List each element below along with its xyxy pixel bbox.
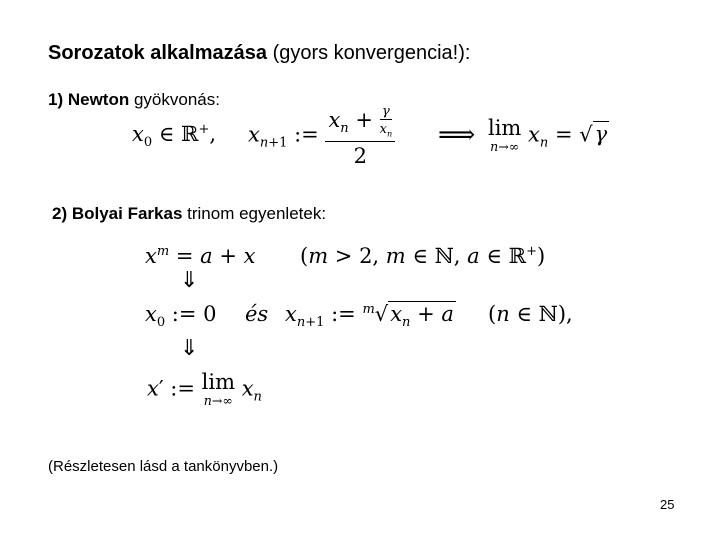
section2-rest: trinom egyenletek: xyxy=(187,204,327,223)
newton-x0-expression: $x_0$ ∈ ℝ+, xyxy=(132,122,217,151)
title-bold: Sorozatok alkalmazása xyxy=(48,42,267,64)
section1-bold: 1) Newton xyxy=(48,90,130,109)
trinom-equation: $x^m = a + x$ xyxy=(145,244,256,268)
trinom-conditions: (m > 2, m ∈ ℕ, a ∈ ℝ+) xyxy=(300,244,546,268)
bolyai-recurrence-formula: $x_{n+1}$ := $^m√x_n + a$ xyxy=(285,302,454,331)
newton-recurrence-formula: $x_{n+1}$ := $x_n$ + $\frac{\gamma}{x_n}$ 2 xyxy=(248,104,395,168)
down-arrow-icon: ⇓ xyxy=(180,336,199,361)
section1-rest: gyökvonás: xyxy=(133,90,220,109)
n-natural-condition: (n ∈ ℕ), xyxy=(488,302,573,326)
section-newton-heading xyxy=(48,90,220,110)
initial-value-formula: $x_0$ := 0 xyxy=(145,302,217,331)
title-rest: (gyors konvergencia!): xyxy=(272,42,471,64)
section2-bold: 2) Bolyai Farkas xyxy=(52,204,183,223)
slide-title xyxy=(48,42,470,65)
page-number: 25 xyxy=(660,497,675,512)
down-arrow-icon: ⇓ xyxy=(180,268,199,293)
textbook-note: (Részletesen lásd a tankönyvben.) xyxy=(48,458,279,475)
bolyai-limit-formula: x′ := lim n→∞ $x_n$ xyxy=(147,370,262,408)
es-word: és xyxy=(245,302,269,326)
section-bolyai-heading xyxy=(52,204,326,224)
newton-fraction: $x_n$ + $\frac{\gamma}{x_n}$ 2 xyxy=(325,104,395,168)
implies-arrow: ⟹ xyxy=(438,120,476,150)
newton-limit-formula: lim n→∞ $x_n = √\gamma$ xyxy=(488,116,608,154)
